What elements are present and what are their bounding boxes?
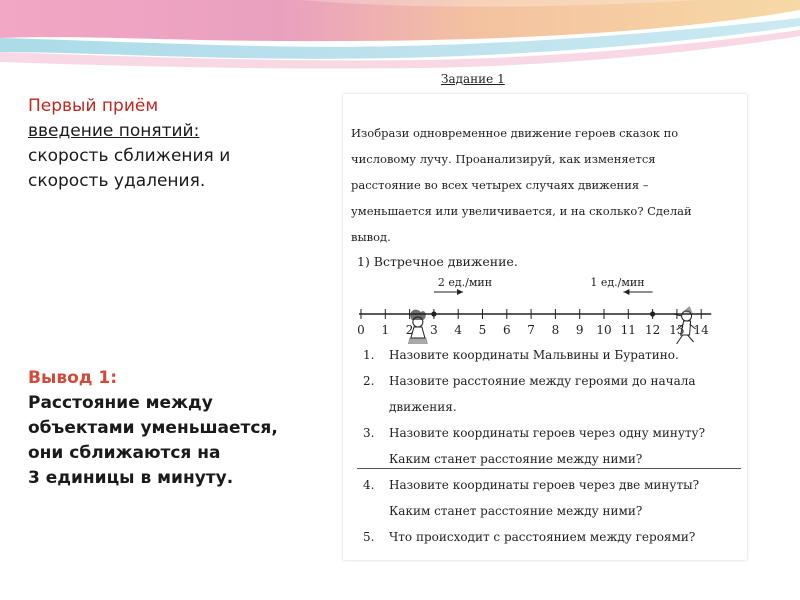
conclusion-line-3: они сближаются на bbox=[28, 443, 221, 463]
question-text: Назовите координаты Мальвины и Буратино. bbox=[389, 348, 679, 362]
question-text: Каким станет расстояние между ними? bbox=[389, 504, 643, 518]
conclusion-line-4: 3 единицы в минуту. bbox=[28, 468, 234, 488]
question-number bbox=[363, 394, 389, 420]
question-number: 2. bbox=[363, 374, 375, 388]
left-arrowhead bbox=[457, 289, 463, 295]
number-line-tick-label: 4 bbox=[454, 323, 463, 337]
task-text-line: уменьшается или увеличивается, и на сколько? Сделай bbox=[351, 204, 692, 218]
question-text: движения. bbox=[389, 400, 457, 414]
number-line bbox=[343, 244, 747, 344]
intro-line-4: скорость удаления. bbox=[28, 171, 206, 191]
decorative-header-banner bbox=[0, 0, 800, 80]
question-text: Назовите расстояние между героями до начала bbox=[389, 374, 696, 388]
number-line-tick-label: 1 bbox=[381, 323, 390, 337]
task-card bbox=[343, 94, 747, 560]
question-item bbox=[363, 368, 743, 394]
number-line-tick-label: 2 bbox=[405, 323, 414, 337]
question-item bbox=[363, 394, 743, 420]
task-text-line: расстояние во всех четырех случаях движения – bbox=[351, 178, 649, 192]
number-line-tick-label: 0 bbox=[357, 323, 365, 337]
task-text bbox=[351, 120, 726, 250]
right-arrowhead bbox=[623, 289, 629, 295]
conclusion-title: Вывод 1: bbox=[28, 368, 118, 388]
buratino-position-dot bbox=[650, 311, 655, 316]
number-line-tick-label: 10 bbox=[596, 323, 612, 337]
question-number: 5. bbox=[363, 530, 375, 544]
number-line-tick-label: 11 bbox=[620, 323, 636, 337]
left-speed-label: 2 ед./мин bbox=[437, 276, 493, 289]
number-line-tick-label: 5 bbox=[478, 323, 487, 337]
question-number: 1. bbox=[363, 348, 375, 362]
conclusion-text bbox=[28, 366, 338, 491]
intro-text bbox=[28, 94, 328, 194]
number-line-tick-label: 7 bbox=[527, 323, 535, 337]
number-line-tick-label: 6 bbox=[502, 323, 511, 337]
number-line-tick-label: 9 bbox=[575, 323, 584, 337]
question-item bbox=[363, 498, 743, 524]
task-title: Задание 1 bbox=[441, 72, 505, 86]
malvina-position-dot bbox=[431, 311, 436, 316]
question-number: 3. bbox=[363, 426, 375, 440]
number-line-tick-label: 3 bbox=[430, 323, 438, 337]
number-line-tick-label: 12 bbox=[644, 323, 661, 337]
question-item bbox=[363, 524, 743, 550]
question-text: Каким станет расстояние между ними? bbox=[389, 452, 643, 466]
task-text-line: числовому лучу. Проанализируй, как изменяется bbox=[351, 152, 656, 166]
case-title: 1) Встречное движение. bbox=[357, 254, 518, 269]
question-number: 4. bbox=[363, 478, 375, 492]
question-divider bbox=[357, 468, 741, 469]
question-number bbox=[363, 498, 389, 524]
right-speed-label: 1 ед./мин bbox=[590, 276, 645, 289]
number-line-tick-label: 8 bbox=[551, 323, 560, 337]
question-text: Назовите координаты героев через одну минуту? bbox=[389, 426, 706, 440]
question-item bbox=[363, 420, 743, 446]
intro-line-3: скорость сближения и bbox=[28, 146, 231, 166]
number-line-tick-label: 14 bbox=[693, 323, 709, 337]
question-item bbox=[363, 472, 743, 498]
question-item bbox=[363, 342, 743, 368]
intro-title: Первый приём bbox=[28, 96, 159, 116]
task-text-line: Изобрази одновременное движение героев сказок по bbox=[351, 126, 679, 140]
conclusion-line-2: объектами уменьшается, bbox=[28, 418, 278, 438]
task-text-line: вывод. bbox=[351, 230, 391, 244]
conclusion-line-1: Расстояние между bbox=[28, 393, 213, 413]
intro-line-2: введение понятий: bbox=[28, 121, 200, 141]
question-list bbox=[363, 342, 743, 550]
number-line-tick-label: 13 bbox=[669, 323, 685, 337]
question-text: Назовите координаты героев через две минуты? bbox=[389, 478, 700, 492]
question-text: Что происходит с расстоянием между героями? bbox=[389, 530, 696, 544]
